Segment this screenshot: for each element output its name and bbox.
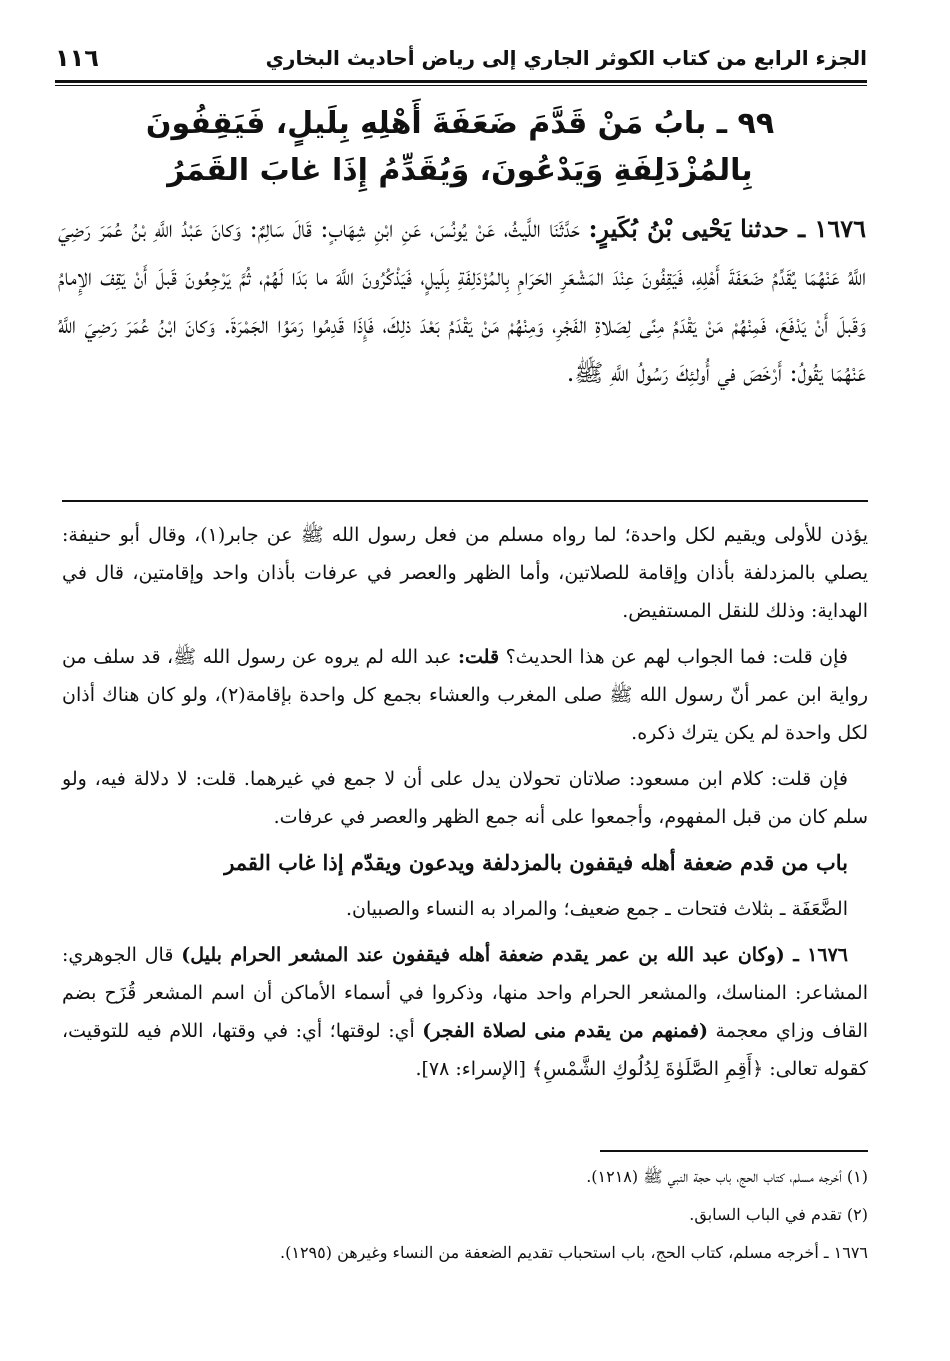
hadith-chain-lead: ١٦٧٦ ـ حدثنا يَحْيى بْنُ بُكَيرٍ: [588,214,866,243]
commentary-paragraph: الضَّعَفَة ـ بثلاث فتحات ـ جمع ضعيف؛ والمراد به النساء والصبيان. [346,898,848,920]
answer-text: عبد الله لم يروه عن رسول الله ﷺ، قد سلف من رواية ابن عمر أنّ رسول الله ﷺ صلى المغرب والعشاء بجمع كل واحدة بإقامة(٢)، ولو كان هناك أذان لكل واحدة لم يكن يترك ذكره. [62,646,869,744]
quoted-hadith: ١٦٧٦ ـ (وكان عبد الله بن عمر يقدم ضعفة أهله فيقفون عند المشعر الحرام بليل) [181,944,848,966]
hadith-body: حَدَّثَنَا اللَّيثُ، عَنْ يُونُسَ، عَنِ ابْنِ شِهَابٍ: قَالَ سَالِمٌ: وَكانَ عَبْدُ اللَّهِ بْنُ عُمَرَ رَضِيَ اللَّهُ عَنْهُمَا يُقَدِّمُ ضَعَفَةَ أَهْلِهِ، فَيَقِفُونَ عِنْدَ المَشْعَرِ الحَرَامِ بِالمُزْدَلِفَةِ بِلَيلٍ، فَيَذْكُرُونَ اللَّهَ ما بَدَا لَهُمْ، ثُمَّ يَرْجِعُونَ قَبلَ أَنْ يَقِفَ الإِمامُ وَقَبلَ أَنْ يَدْفَعَ، فَمِنْهُمْ مَنْ يَقْدَمُ مِنًى لِصَلاةِ الفَجْرِ، وَمِنْهُمْ مَنْ يَقْدَمُ بَعْدَ ذلِكَ، فَإِذَا قَدِمُوا رَمَوُا الجَمْرَةَ. وَكانَ ابْنُ عُمَرَ رَضِيَ اللَّهُ عَنْهُمَا يَقُولُ: أَرْخَصَ في أُولئِكَ رَسُولُ اللَّهِ ﷺ. [58,215,866,387]
commentary-text: قال الجوهري: المشاعر: المناسك، والمشعر الحرام واحد منها، وذكروا في أسماء الأماكن أن اسم المشعر قُزَح بضم القاف وزاي معجمة [62,944,869,1042]
question-text: فإن قلت: فما الجواب لهم عن هذا الحديث؟ [505,646,848,668]
page-header [55,36,867,80]
chapter-title-line-2: بِالمُزْدَلِفَةِ وَيَدْعُونَ، وَيُقَدِّمُ إِذَا غابَ القَمَرُ [167,153,753,188]
footnotes [62,1158,868,1272]
footnote: ١٦٧٦ ـ أخرجه مسلم، كتاب الحج، باب استحباب تقديم الضعفة من النساء وغيرهن (١٢٩٥). [280,1243,868,1262]
chapter-title [60,100,860,194]
commentary-paragraph: يؤذن للأولى ويقيم لكل واحدة؛ لما رواه مسلم من فعل رسول الله ﷺ عن جابر(١)، وقال أبو حنيفة: يصلي بالمزدلفة بأذان وإقامة للصلاتين، وأما الظهر والعصر في عرفات بأذان واحد وإقامتين، قال في الهداية: وذلك للنقل المستفيض. [62,524,868,622]
footnote-rule [600,1150,868,1152]
answer-marker: قلت: [458,646,500,668]
chapter-title-line-1: ٩٩ ـ بابُ مَنْ قَدَّمَ ضَعَفَةَ أَهْلِهِ بِلَيلٍ، فَيَقِفُونَ [145,106,775,141]
running-title: الجزء الرابع من كتاب الكوثر الجاري إلى رياض أحاديث البخاري [265,46,867,70]
commentary-paragraph: فإن قلت: كلام ابن مسعود: صلاتان تحولان يدل على أن لا جمع في غيرهما. قلت: لا دلالة فيه، ولو سلم كان من قبل المفهوم، وأجمعوا على أنه جمع الظهر والعصر في عرفات. [62,768,868,828]
text-separator [62,500,868,502]
commentary-text: أي: لوقتها؛ أي: في وقتها، اللام فيه للتوقيت، كقوله تعالى: ﴿أَقِمِ الصَّلَوٰةَ لِدُلُوكِ الشَّمْسِ﴾ [الإسراء: ٧٨]. [62,1020,868,1080]
header-rule-thin [55,85,867,86]
footnote: (٢) تقدم في الباب السابق. [689,1205,868,1224]
commentary-paragraph [62,638,868,752]
section-subheading: باب من قدم ضعفة أهله فيقفون بالمزدلفة ويدعون ويقدّم إذا غاب القمر [224,850,848,875]
commentary-paragraph [62,936,868,1088]
page-number: ١١٦ [55,44,99,72]
hadith-text [58,205,866,397]
quoted-hadith: (فمنهم من يقدم منى لصلاة الفجر) [422,1020,708,1042]
commentary [62,516,868,1096]
footnote: (١) أخرجه مسلم، كتاب الحج، باب حجة النبي ﷺ (١٢١٨). [586,1167,868,1186]
header-rule [55,80,867,83]
